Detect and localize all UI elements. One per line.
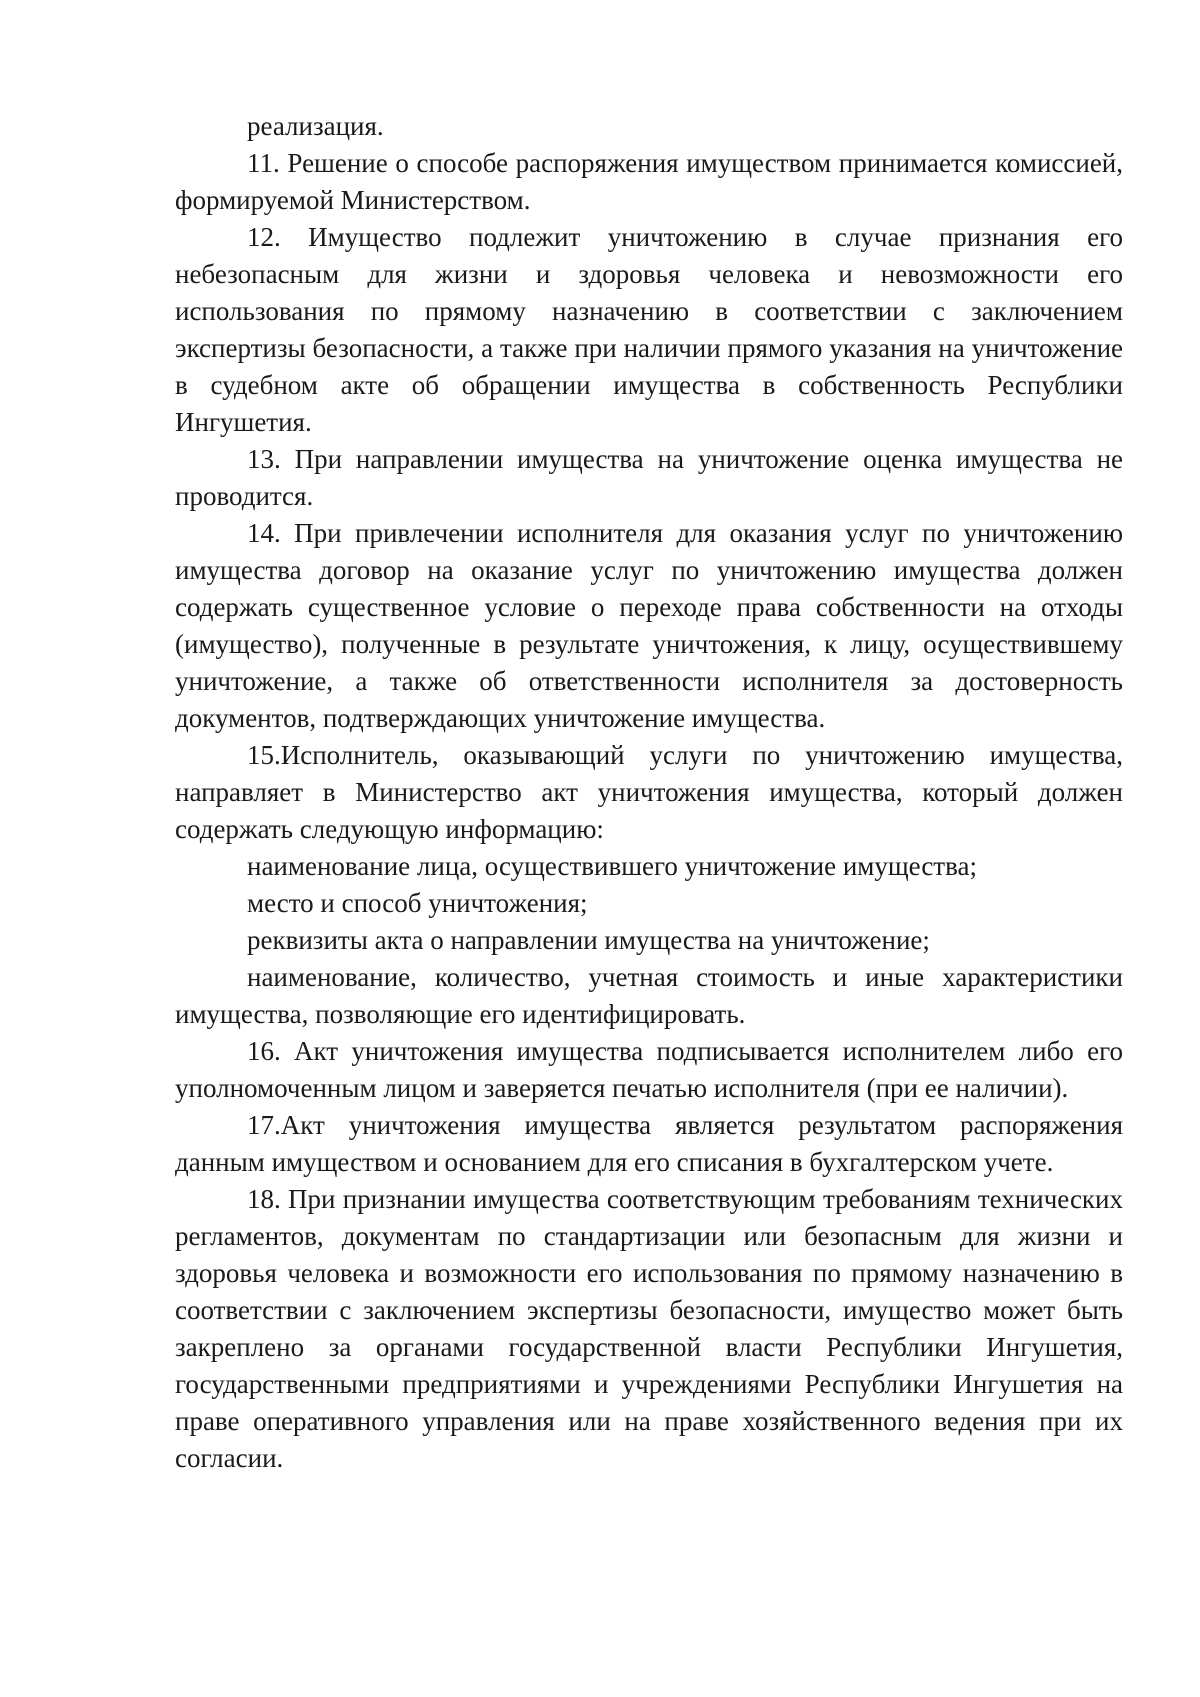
paragraph-17: 17.Акт уничтожения имущества является результатом распоряжения данным имуществом и основанием для его списания в бухгалтерском учете. <box>175 1110 1123 1177</box>
list-item-name: наименование лица, осуществившего уничтожение имущества; <box>247 851 977 881</box>
paragraph-continuation: реализация. <box>247 111 384 141</box>
list-item-requisites: реквизиты акта о направлении имущества на уничтожение; <box>247 925 930 955</box>
paragraph-13: 13. При направлении имущества на уничтожение оценка имущества не проводится. <box>175 444 1123 511</box>
document-page <box>175 108 1123 1477</box>
paragraph-18: 18. При признании имущества соответствующим требованиям технических регламентов, документам по стандартизации или безопасным для жизни и здоровья человека и возможности его использования по прямому назначению в соответствии с заключением экспертизы безопасности, имущество может быть закреплено за органами государственной власти Республики Ингушетия, государственными предприятиями и учреждениями Республики Ингушетия на праве оперативного управления или на праве хозяйственного ведения при их согласии. <box>175 1184 1123 1473</box>
list-item-place: место и способ уничтожения; <box>247 888 588 918</box>
paragraph-16: 16. Акт уничтожения имущества подписывается исполнителем либо его уполномоченным лицом и заверяется печатью исполнителя (при ее наличии). <box>175 1036 1123 1103</box>
paragraph-14: 14. При привлечении исполнителя для оказания услуг по уничтожению имущества договор на оказание услуг по уничтожению имущества должен содержать существенное условие о переходе права собственности на отходы (имущество), полученные в результате уничтожения, к лицу, осуществившему уничтожение, а также об ответственности исполнителя за достоверность документов, подтверждающих уничтожение имущества. <box>175 518 1123 733</box>
list-item-characteristics: наименование, количество, учетная стоимость и иные характеристики имущества, позволяющие его идентифицировать. <box>175 962 1123 1029</box>
paragraph-12: 12. Имущество подлежит уничтожению в случае признания его небезопасным для жизни и здоровья человека и невозможности его использования по прямому назначению в соответствии с заключением экспертизы безопасности, а также при наличии прямого указания на уничтожение в судебном акте об обращении имущества в собственность Республики Ингушетия. <box>175 222 1123 437</box>
paragraph-11: 11. Решение о способе распоряжения имуществом принимается комиссией, формируемой Министерством. <box>175 148 1123 215</box>
paragraph-15: 15.Исполнитель, оказывающий услуги по уничтожению имущества, направляет в Министерство акт уничтожения имущества, который должен содержать следующую информацию: <box>175 740 1123 844</box>
